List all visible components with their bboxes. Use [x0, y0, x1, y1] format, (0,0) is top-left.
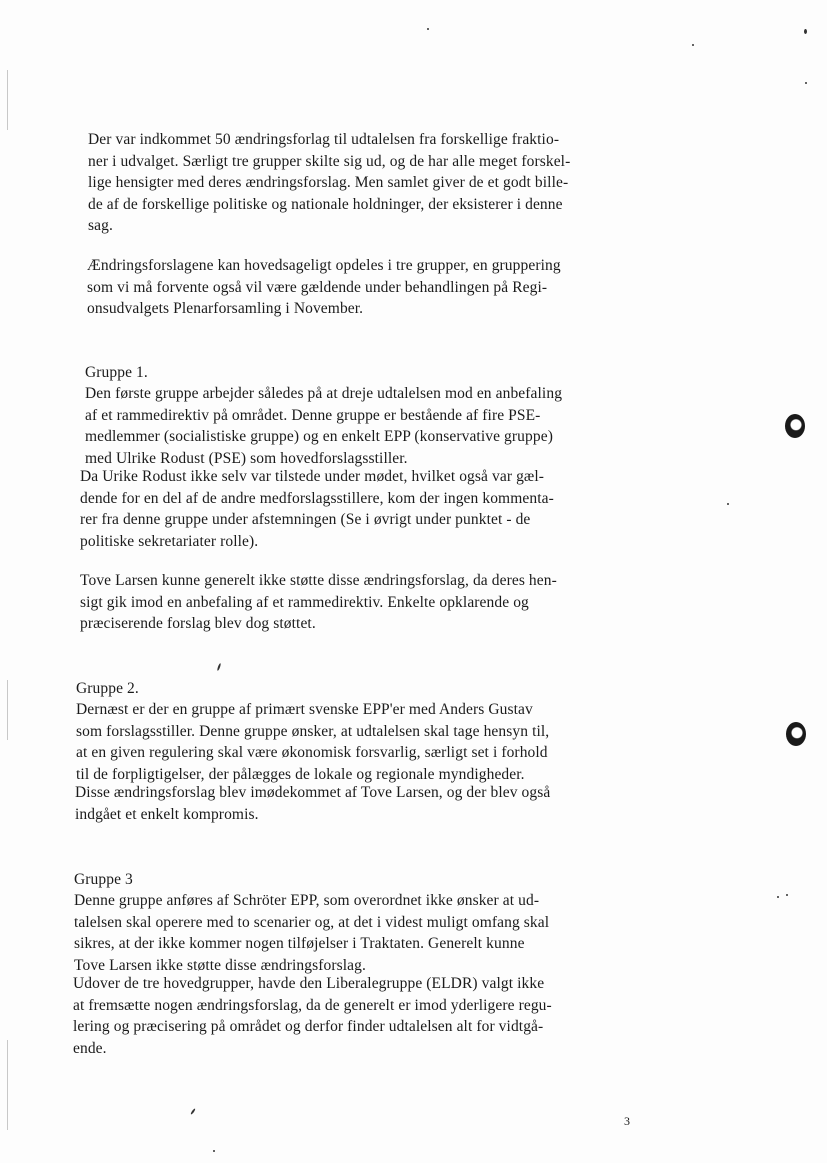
group-3-heading: Gruppe 3 [74, 870, 133, 888]
paragraph-overview: Ændringsforslagene kan hovedsageligt opdeles i tre grupper, en gruppering som vi må forvente også vil være gældende under behandlingen på Regi- onsudvalgets Plenarforsamling i November. [87, 257, 561, 318]
scan-speck [804, 29, 807, 34]
scan-edge-mark [7, 70, 8, 130]
scan-speck [692, 44, 694, 46]
page-number: 3 [624, 1114, 630, 1128]
section-group-2 [76, 656, 581, 786]
group-3-text: Denne gruppe anføres af Schröter EPP, som overordnet ikke ønsker at ud- talelsen skal operere med to scenarier og, at det i videst muligt omfang skal sikres, at der ikke kommer nogen tilføjelser i Traktaten. Generelt kunne Tove Larsen ikke støtte disse ændringsforslag. [74, 892, 550, 974]
scan-speck [213, 1150, 215, 1152]
group-1-heading: Gruppe 1. [85, 363, 148, 381]
group-2-heading: Gruppe 2. [76, 679, 139, 697]
section-group-3 [74, 847, 579, 977]
group-2-text: Dernæst er der en gruppe af primært svenske EPP'er med Anders Gustav som forslagsstiller. Denne gruppe ønsker, at udtalelsen skal tage hensyn til, at en given regulering skal være økonomisk forsvarlig, særligt set i forhold til de forpligtigelser, der pålægges de lokale og regionale myndigheder. [76, 701, 550, 783]
scan-edge-mark [7, 1040, 8, 1130]
scan-speck [727, 503, 729, 505]
scan-speck [777, 896, 779, 898]
section-group-1 [85, 340, 589, 470]
punch-hole-icon [786, 722, 806, 746]
group-1-text: Den første gruppe arbejder således på at dreje udtalelsen mod en anbefaling af et rammedirektiv på området. Denne gruppe er bestående af fire PSE- medlemmer (socialistiske gruppe) og en enkelt EPP (konservative gruppe) med Ulrike Rodust (PSE) som hovedforslagsstiller. [85, 385, 563, 467]
punch-hole-icon [785, 414, 805, 438]
paragraph-intro: Der var indkommet 50 ændringsforlag til udtalelsen fra forskellige fraktio- ner i udvalget. Særligt tre grupper skilte sig ud, og de har alle meget forskel- lige hensigter med deres ændringsforslag. Men samlet giver de et godt bille- de af de forskellige politiske og nationale holdninger, der eksisterer i denne sag. [88, 131, 571, 235]
paragraph-group-1-note: Da Urike Rodust ikke selv var tilstede under mødet, hvilket også var gæl- dende for en del af de andre medforslagsstillere, kom der ingen kommenta- rer fra denne gruppe under afstemningen (Se i øvrigt under punktet - de politiske sekretariater rolle). [80, 468, 554, 550]
paragraph-eldr: Udover de tre hovedgrupper, havde den Liberalegruppe (ELDR) valgt ikke at fremsætte nogen ændringsforslag, da de generelt er imod yderligere regu- lering og præcisering på området og derfor finder udtalelsen alt for vidtgå- ende. [73, 975, 552, 1057]
scan-speck [805, 82, 807, 84]
scan-speck [786, 894, 788, 896]
scan-edge-mark [7, 680, 8, 740]
paragraph-group-2-position: Disse ændringsforslag blev imødekommet af Tove Larsen, og der blev også indgået et enkelt kompromis. [75, 784, 551, 823]
paragraph-group-1-position: Tove Larsen kunne generelt ikke støtte disse ændringsforslag, da deres hen- sigt gik imod en anbefaling af et rammedirektiv. Enkelte opklarende og præciserende forslag blev dog støttet. [80, 572, 557, 633]
scan-speck [427, 28, 429, 30]
scan-speck [190, 1108, 196, 1115]
